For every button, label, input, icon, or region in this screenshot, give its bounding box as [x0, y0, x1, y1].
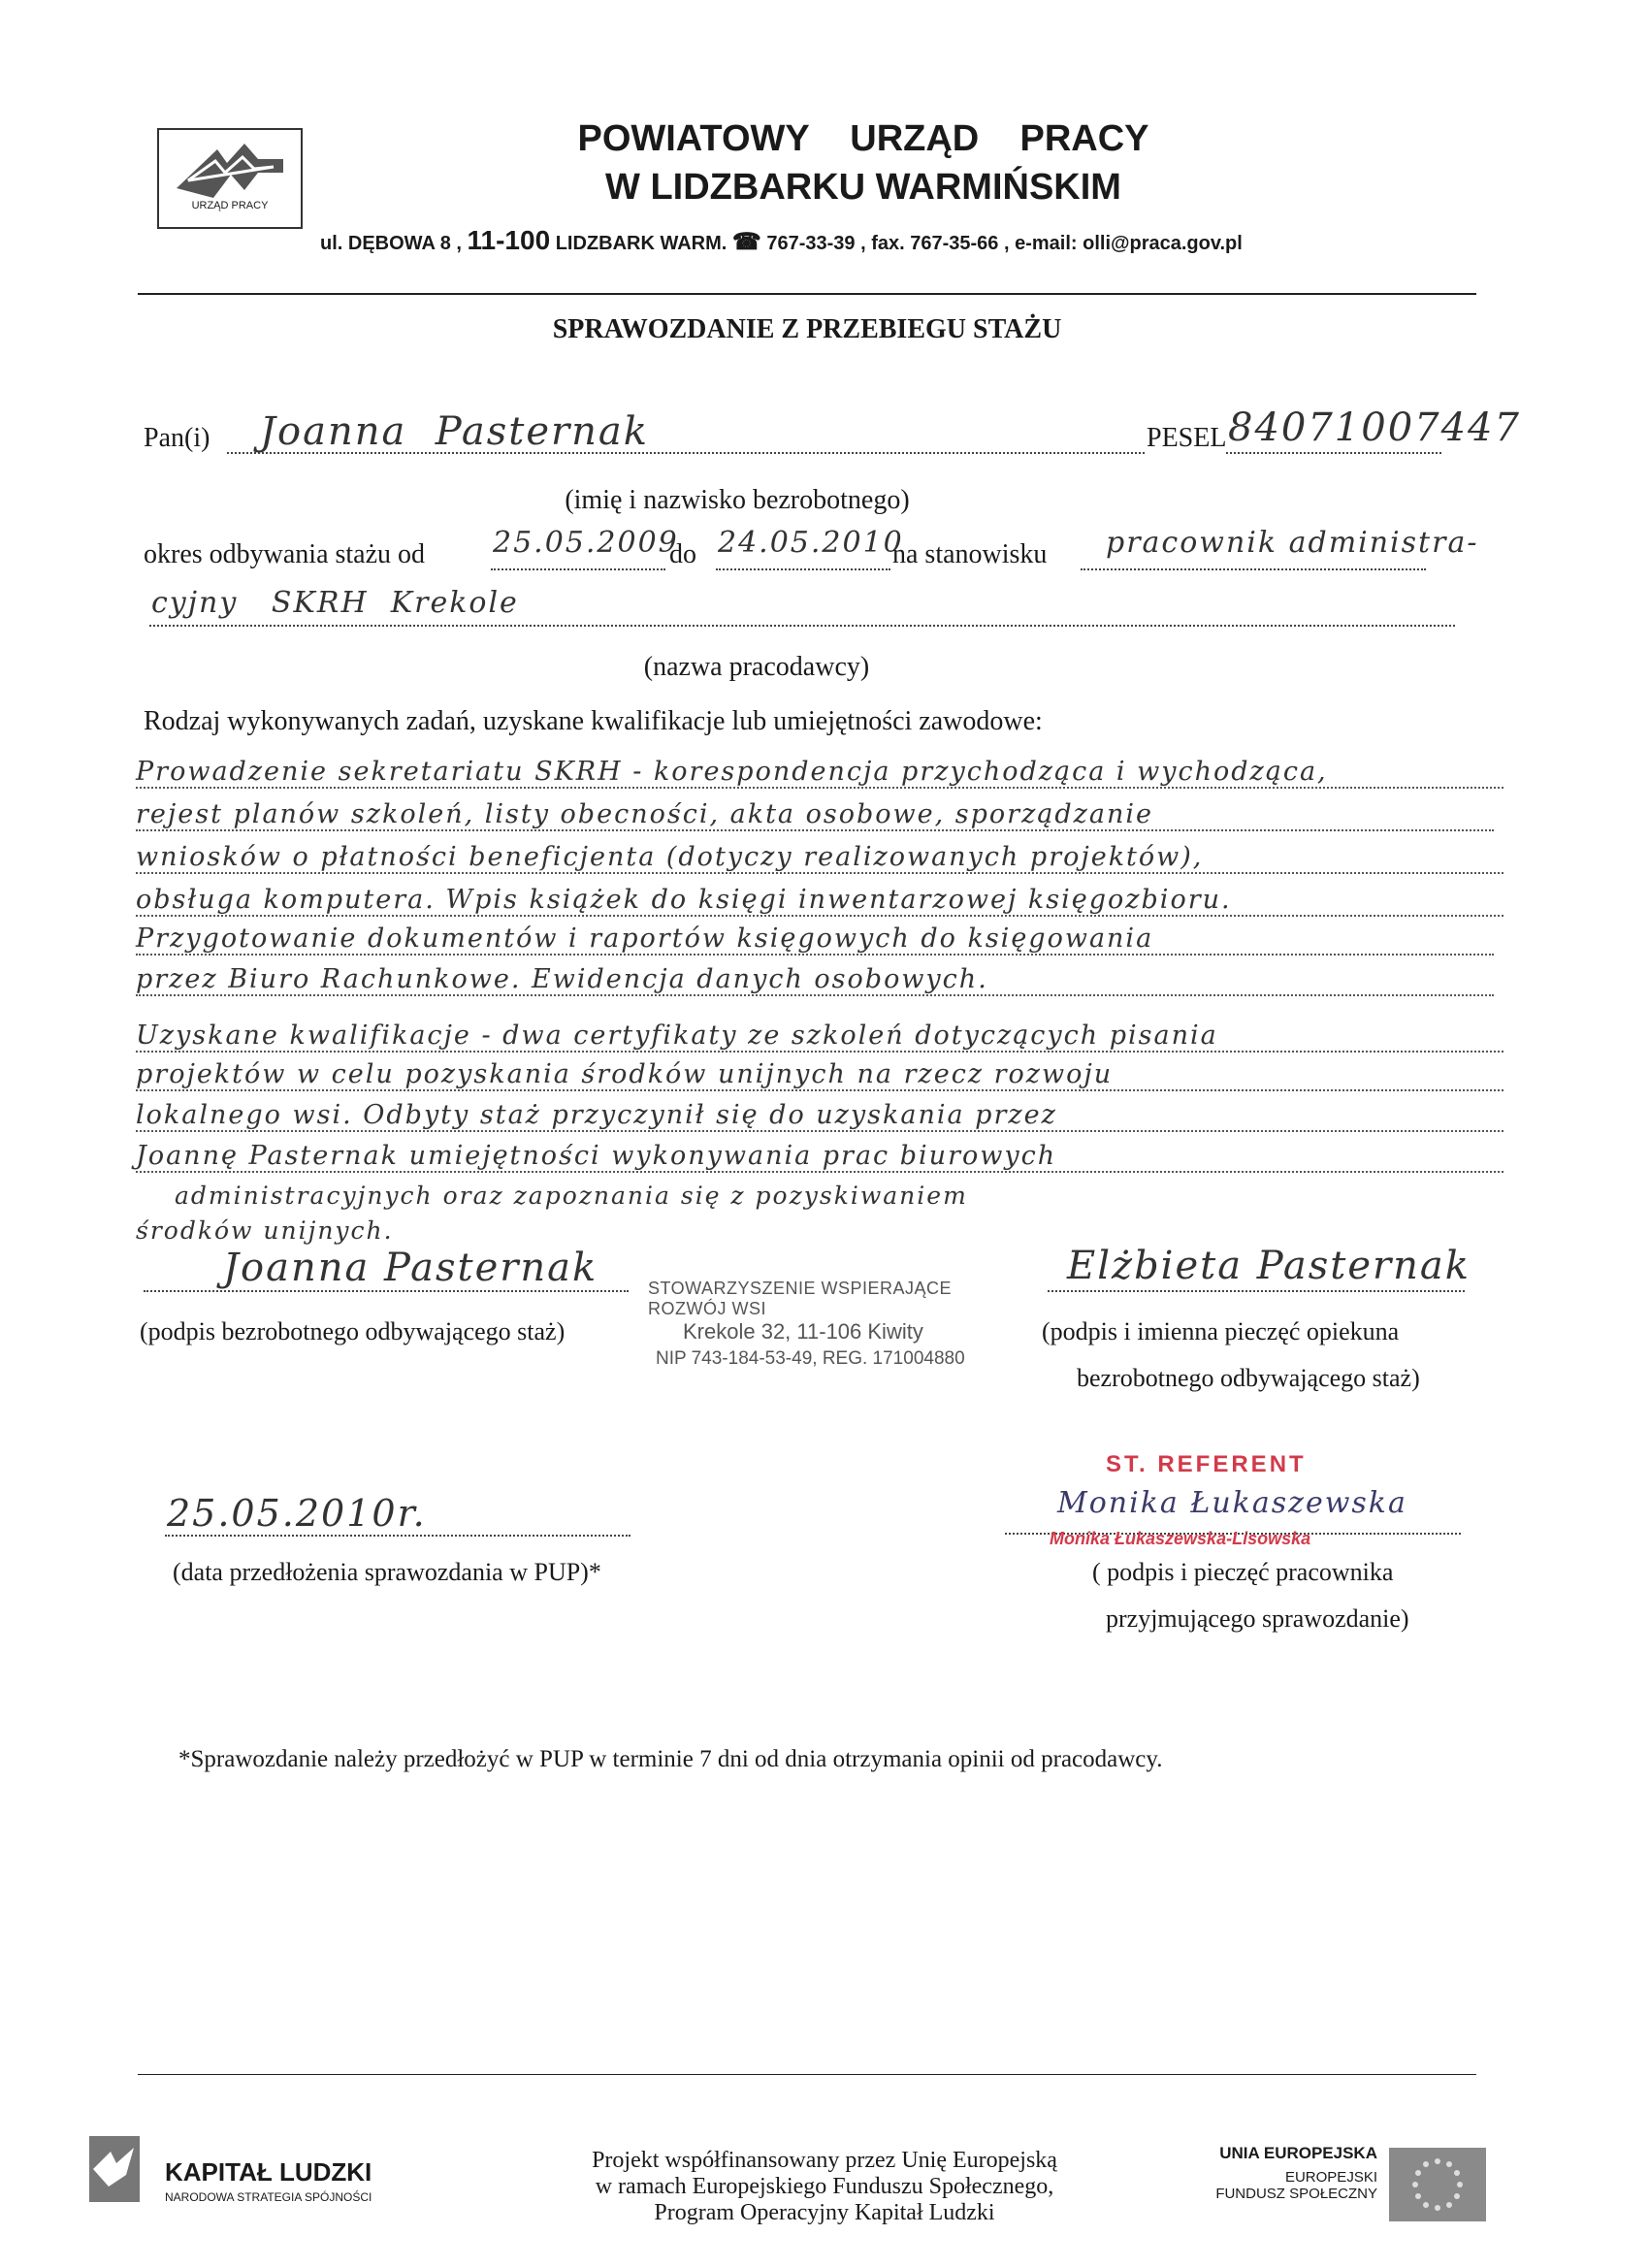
- pesel-label: PESEL: [1147, 423, 1227, 453]
- referent-name-stamp: Monika Łukaszewska-Lisowska: [1050, 1529, 1311, 1548]
- name-label: Pan(i): [144, 423, 210, 453]
- task-line: Uzyskane kwalifikacje - dwa certyfikaty ze szkoleń dotyczących pisania: [136, 1021, 1504, 1053]
- footer-divider: [138, 2074, 1476, 2075]
- footnote: *Sprawozdanie należy przedłożyć w PUP w terminie 7 dni od dnia otrzymania opinii od pracodawcy.: [178, 1746, 1163, 1772]
- project-line-3: Program Operacyjny Kapitał Ludzki: [654, 2200, 995, 2225]
- receiver-caption-1: ( podpis i pieczęć pracownika: [1092, 1558, 1394, 1586]
- to-label: do: [669, 539, 696, 569]
- name-caption: (imię i nazwisko bezrobotnego): [565, 485, 910, 515]
- address-postal-code: 11-100: [467, 225, 551, 255]
- eu-text: [1183, 2144, 1377, 2202]
- name-row: [144, 405, 1521, 460]
- phone-icon: ☎: [731, 229, 761, 255]
- employer-caption: (nazwa pracodawcy): [643, 652, 870, 682]
- tasks-block: [136, 757, 1513, 1261]
- receiver-caption-2: przyjmującego sprawozdanie): [1106, 1604, 1409, 1633]
- task-line: administracyjnych oraz zapoznania się z pozyskiwaniem: [175, 1182, 968, 1210]
- address-contact: 767-33-39 , fax. 767-35-66 , e-mail: olli@praca.gov.pl: [766, 233, 1243, 254]
- trainee-signature: Joanna Pasternak: [223, 1246, 598, 1290]
- pup-logo: [157, 128, 303, 229]
- eu-line-1: UNIA EUROPEJSKA: [1219, 2144, 1377, 2162]
- mentor-caption-2: bezrobotnego odbywającego staż): [1077, 1364, 1420, 1392]
- eu-line-2: EUROPEJSKI: [1284, 2169, 1377, 2186]
- date-caption: (data przedłożenia sprawozdania w PUP)*: [173, 1558, 601, 1586]
- project-line-1: Projekt współfinansowany przez Unię Europejską: [592, 2148, 1057, 2173]
- position-row-2: [144, 588, 1482, 636]
- kapital-ludzki-logo: [81, 2130, 431, 2208]
- trainee-signature-line: [144, 1290, 629, 1292]
- office-title-line2: W LIDZBARKU WARMIŃSKIM: [605, 167, 1121, 208]
- logo-caption: URZĄD PRACY: [191, 200, 269, 211]
- receiver-signature: Monika Łukaszewska: [1057, 1486, 1407, 1520]
- task-line: projektów w celu pozyskania środków unijnych na rzecz rozwoju: [136, 1059, 1504, 1091]
- period-label: okres odbywania stażu od: [144, 539, 426, 569]
- eu-flag-icon: [1389, 2148, 1486, 2221]
- date-from-line: [491, 568, 665, 570]
- urzad-pracy-logo-icon: [159, 130, 301, 208]
- name-value: Joanna Pasternak: [260, 409, 649, 454]
- referent-stamp: ST. REFERENT: [1106, 1451, 1307, 1477]
- position-value-2: cyjny SKRH Krekole: [151, 586, 519, 620]
- header-divider: [138, 293, 1476, 295]
- address-street: ul. DĘBOWA 8 ,: [320, 233, 462, 254]
- date-line: [165, 1535, 630, 1537]
- stamp-line-1: STOWARZYSZENIE WSPIERAJĄCE ROZWÓJ WSI: [648, 1279, 953, 1318]
- pesel-line: [1226, 452, 1441, 454]
- period-row: [144, 526, 1482, 580]
- eu-logo: [1183, 2144, 1494, 2231]
- task-line: wniosków o płatności beneficjenta (dotyczy realizowanych projektów),: [136, 842, 1504, 874]
- task-line: lokalnego wsi. Odbyty staż przyczynił się do uzyskania przez: [136, 1100, 1504, 1132]
- task-line: Prowadzenie sekretariatu SKRH - korespondencja przychodząca i wychodząca,: [136, 757, 1504, 789]
- project-line-2: w ramach Europejskiego Funduszu Społecznego,: [595, 2174, 1054, 2199]
- pesel-value: 84071007447: [1228, 405, 1521, 450]
- trainee-caption: (podpis bezrobotnego odbywającego staż): [140, 1317, 566, 1345]
- position-label: na stanowisku: [892, 539, 1048, 569]
- task-line: Joannę Pasternak umiejętności wykonywania prac biurowych: [136, 1141, 1504, 1173]
- position-line-1: [1081, 568, 1426, 570]
- address-city: LIDZBARK WARM.: [555, 233, 728, 254]
- office-address: [320, 225, 1465, 256]
- mentor-signature-line: [1048, 1290, 1465, 1292]
- stamp-line-3: NIP 743-184-53-49, REG. 171004880: [656, 1348, 965, 1369]
- document-title: SPRAWOZDANIE Z PRZEBIEGU STAŻU: [552, 314, 1062, 344]
- date-from-value: 25.05.2009: [493, 526, 679, 560]
- kl-subtitle: NARODOWA STRATEGIA SPÓJNOŚCI: [165, 2190, 372, 2204]
- task-line: przez Biuro Rachunkowe. Ewidencja danych osobowych.: [136, 964, 1494, 996]
- mentor-caption-1: (podpis i imienna pieczęć opiekuna: [1042, 1317, 1400, 1345]
- date-to-value: 24.05.2010: [718, 526, 904, 560]
- association-stamp: [648, 1279, 1017, 1370]
- date-value: 25.05.2010r.: [167, 1492, 427, 1535]
- task-line: środków unijnych.: [136, 1216, 394, 1245]
- eu-line-3: FUNDUSZ SPOŁECZNY: [1215, 2186, 1377, 2202]
- office-title-line1: POWIATOWY URZĄD PRACY: [577, 118, 1149, 159]
- position-value-1: pracownik administra-: [1106, 526, 1479, 560]
- task-line: Przygotowanie dokumentów i raportów księgowych do księgowania: [136, 923, 1494, 956]
- kapital-ludzki-icon: [81, 2130, 149, 2208]
- tasks-label: Rodzaj wykonywanych zadań, uzyskane kwalifikacje lub umiejętności zawodowe:: [144, 706, 1043, 736]
- position-line-2: [149, 625, 1455, 627]
- mentor-signature: Elżbieta Pasternak: [1067, 1244, 1471, 1288]
- date-to-line: [716, 568, 890, 570]
- kl-title: KAPITAŁ LUDZKI: [165, 2157, 372, 2187]
- stamp-line-2: Krekole 32, 11-106 Kiwity: [683, 1319, 923, 1344]
- task-line: rejest planów szkoleń, listy obecności, akta osobowe, sporządzanie: [136, 799, 1494, 831]
- project-info: [514, 2148, 1135, 2226]
- task-line: obsługa komputera. Wpis książek do księgi inwentarzowej księgozbioru.: [136, 885, 1504, 917]
